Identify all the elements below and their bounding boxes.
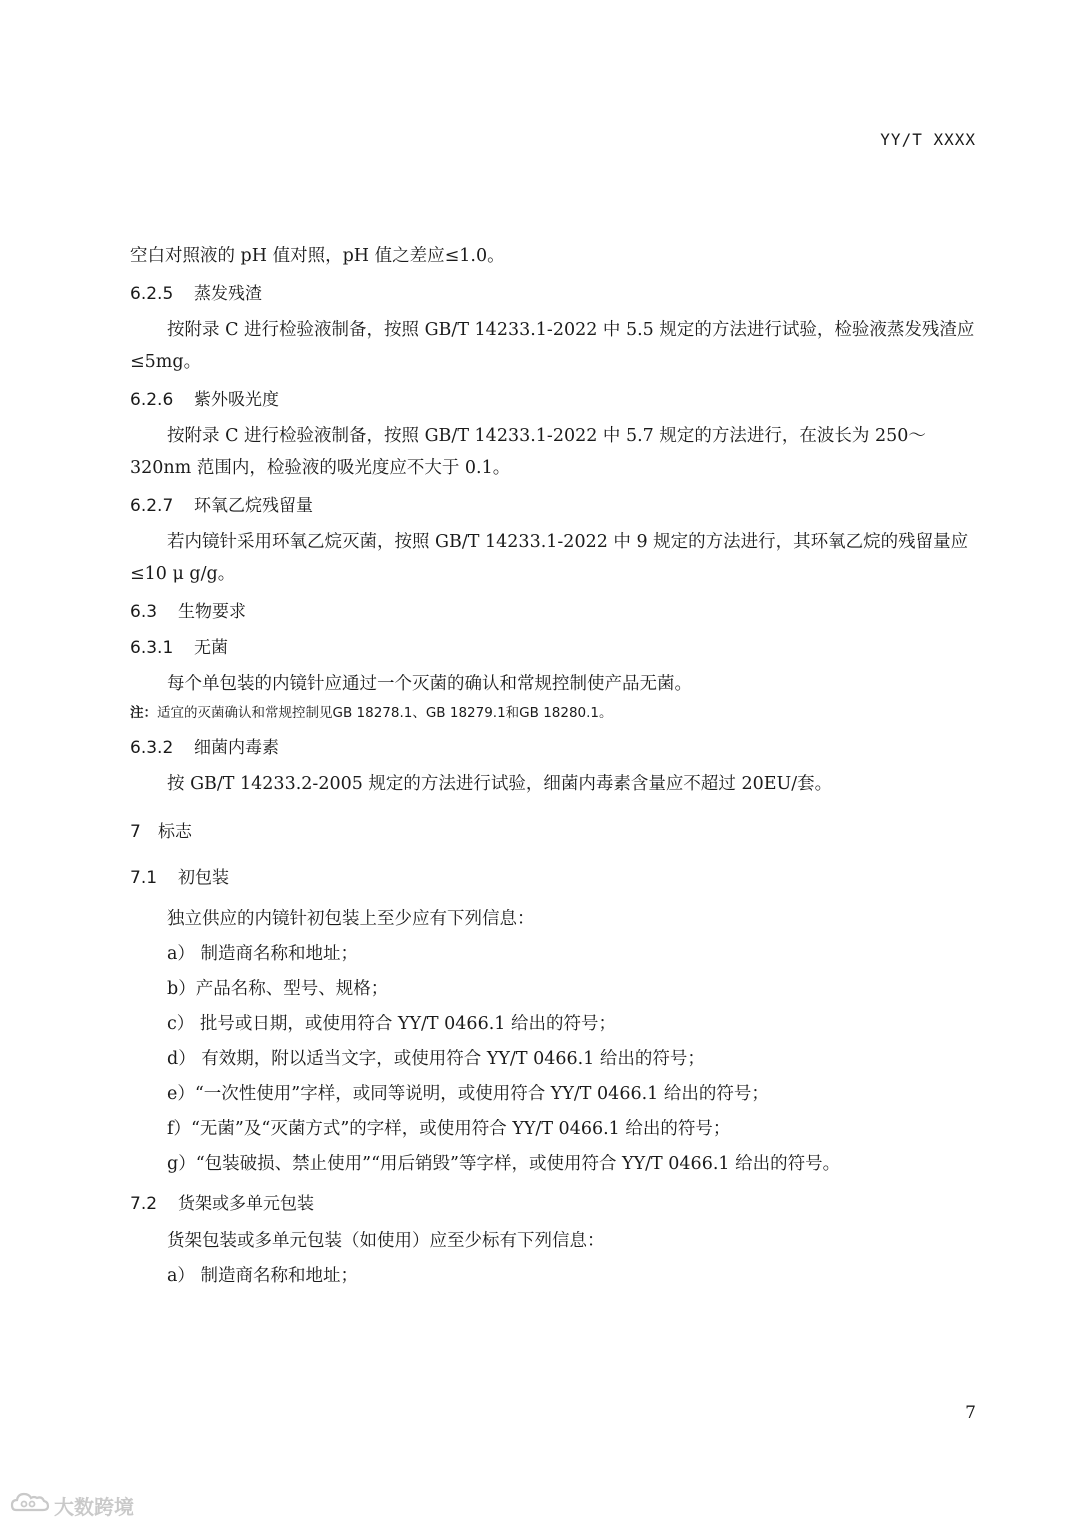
paragraph-eo-residue: 若内镜针采用环氧乙烷灭菌，按照 GB/T 14233.1-2022 中 9 规定的方法进行，其环氧乙烷的残留量应≤10 μ g/g。 (130, 532, 969, 584)
heading-7 (130, 818, 978, 846)
heading-number: 7.2 (130, 1194, 158, 1214)
heading-number: 6.3 (130, 602, 158, 622)
heading-6-2-7 (130, 492, 978, 520)
list-item: c） 批号或日期，或使用符合 YY/T 0466.1 给出的符号； (167, 1014, 616, 1034)
list-item: a） 制造商名称和地址； (167, 944, 358, 964)
heading-number: 6.2.5 (130, 284, 174, 304)
cloud-logo-icon (10, 1490, 54, 1521)
note-label: 注： (130, 705, 157, 721)
heading-title: 生物要求 (178, 602, 246, 622)
heading-7-1 (130, 864, 978, 892)
note-sterility (130, 700, 978, 726)
paragraph-uv-absorbance: 按附录 C 进行检验液制备，按照 GB/T 14233.1-2022 中 5.7 规定的方法进行，在波长为 250～320nm 范围内，检验液的吸光度应不大于 0.1。 (130, 426, 926, 478)
paragraph-ph-continuation: 空白对照液的 pH 值对照，pH 值之差应≤1.0。 (130, 246, 505, 266)
heading-6-2-6 (130, 386, 978, 414)
heading-number: 7 (130, 822, 141, 842)
heading-title: 蒸发残渣 (194, 284, 262, 304)
heading-number: 7.1 (130, 868, 158, 888)
heading-7-2 (130, 1190, 978, 1218)
list-item: e）“一次性使用”字样，或同等说明，或使用符合 YY/T 0466.1 给出的符号； (167, 1084, 769, 1104)
heading-6-3 (130, 598, 978, 626)
heading-number: 6.2.6 (130, 390, 174, 410)
paragraph-sterility: 每个单包装的内镜针应通过一个灭菌的确认和常规控制使产品无菌。 (167, 674, 692, 694)
heading-number: 6.2.7 (130, 496, 174, 516)
heading-6-3-2 (130, 734, 978, 762)
list-item: d） 有效期，附以适当文字，或使用符合 YY/T 0466.1 给出的符号； (167, 1049, 705, 1069)
watermark-text: 大数跨境 (54, 1495, 134, 1519)
paragraph-endotoxin: 按 GB/T 14233.2-2005 规定的方法进行试验，细菌内毒素含量应不超过 20EU/套。 (167, 774, 833, 794)
heading-6-2-5 (130, 280, 978, 308)
document-body (130, 240, 978, 1294)
paragraph-shelf-package-intro: 货架包装或多单元包装（如使用）应至少标有下列信息： (167, 1231, 605, 1251)
watermark (10, 1490, 134, 1521)
heading-number: 6.3.1 (130, 638, 174, 658)
standard-code: YY/T XXXX (880, 130, 976, 149)
page-number: 7 (965, 1403, 976, 1423)
heading-title: 标志 (158, 822, 192, 842)
list-item: a） 制造商名称和地址； (167, 1266, 358, 1286)
heading-title: 初包装 (178, 868, 229, 888)
heading-title: 细菌内毒素 (194, 738, 279, 758)
heading-number: 6.3.2 (130, 738, 174, 758)
heading-title: 环氧乙烷残留量 (194, 496, 313, 516)
heading-title: 无菌 (194, 638, 228, 658)
list-item: b）产品名称、型号、规格； (167, 979, 389, 999)
heading-title: 货架或多单元包装 (178, 1194, 314, 1214)
list-item: g）“包装破损、禁止使用”“用后销毁”等字样，或使用符合 YY/T 0466.1 给出的符号。 (167, 1154, 841, 1174)
note-text: 适宜的灭菌确认和常规控制见GB 18278.1、GB 18279.1和GB 18280.1。 (157, 705, 613, 721)
list-item: f）“无菌”及“灭菌方式”的字样，或使用符合 YY/T 0466.1 给出的符号； (167, 1119, 731, 1139)
heading-title: 紫外吸光度 (194, 390, 279, 410)
paragraph-primary-package-intro: 独立供应的内镜针初包装上至少应有下列信息： (167, 909, 535, 929)
paragraph-evaporation-residue: 按附录 C 进行检验液制备，按照 GB/T 14233.1-2022 中 5.5 规定的方法进行试验，检验液蒸发残渣应≤5mg。 (130, 320, 975, 372)
heading-6-3-1 (130, 634, 978, 662)
